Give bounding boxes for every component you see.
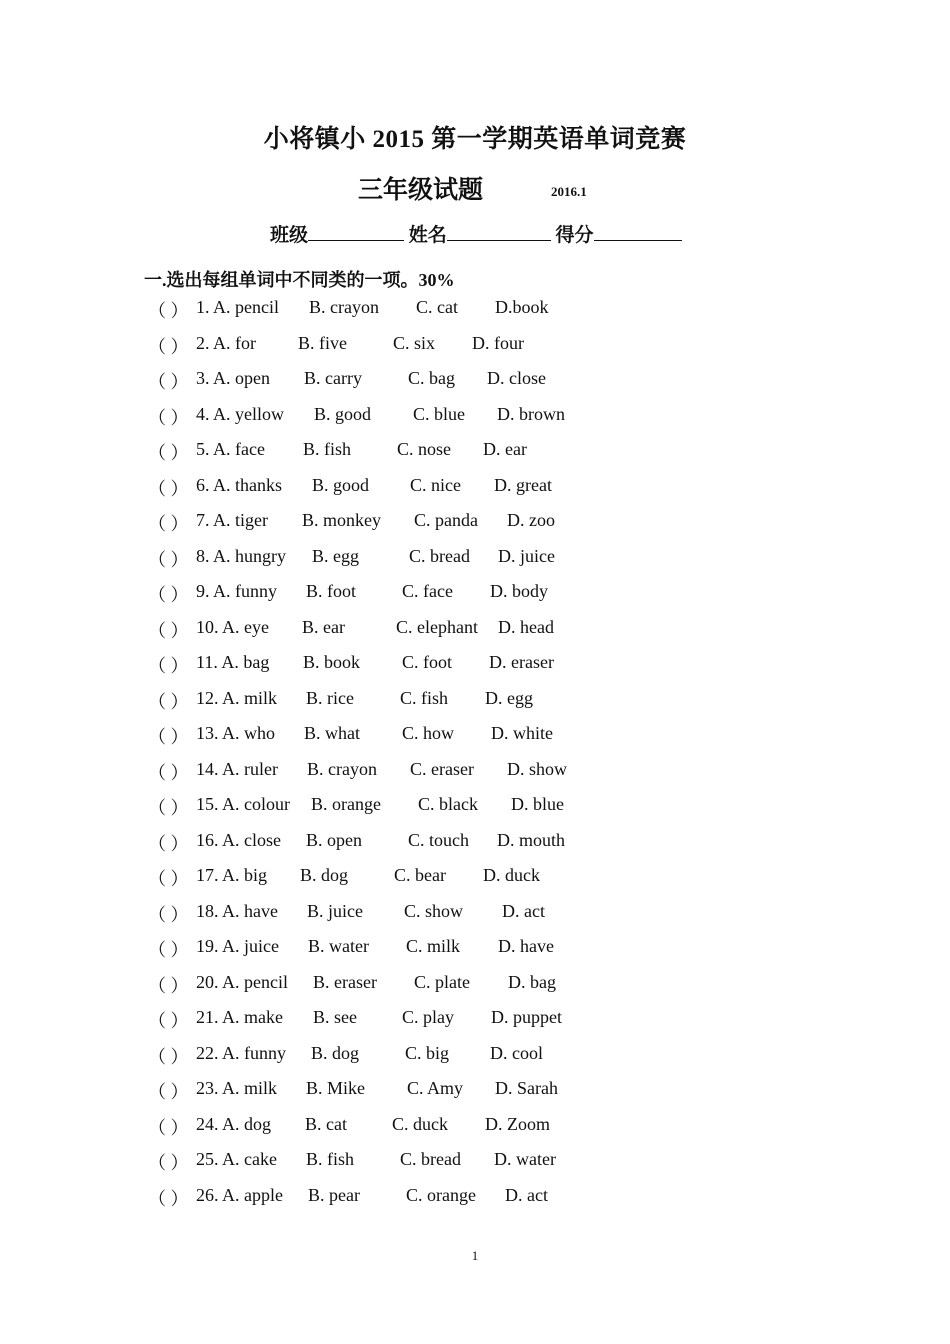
option-b: B. rice [306, 688, 354, 708]
question-row [0, 546, 950, 576]
option-a: 25. A. cake [196, 1149, 277, 1169]
option-a: 14. A. ruler [196, 759, 278, 779]
option-b: B. crayon [309, 297, 379, 317]
question-row [0, 1149, 950, 1179]
question-row [0, 510, 950, 540]
option-c: C. duck [392, 1114, 448, 1134]
exam-date: 2016.1 [551, 184, 587, 199]
option-a: 26. A. apple [196, 1185, 283, 1205]
option-c: C. black [418, 794, 478, 814]
option-c: C. face [402, 581, 453, 601]
option-a: 7. A. tiger [196, 510, 268, 530]
answer-bracket[interactable]: （ ） [148, 1189, 189, 1209]
option-b: B. monkey [302, 510, 381, 530]
option-a: 6. A. thanks [196, 475, 283, 495]
option-c: C. cat [416, 297, 458, 317]
option-b: B. what [304, 723, 360, 743]
score-label: 得分 [555, 225, 594, 246]
option-d: D. great [494, 475, 552, 495]
option-a: 2. A. for [196, 333, 256, 353]
option-d: D. brown [497, 404, 565, 424]
option-c: C. orange [406, 1185, 476, 1205]
option-d: D. puppet [491, 1007, 562, 1027]
answer-bracket[interactable]: （ ） [148, 940, 189, 960]
option-c: C. bear [394, 865, 446, 885]
subtitle-row [0, 170, 950, 204]
option-c: C. Amy [407, 1078, 464, 1098]
option-a: 9. A. funny [196, 581, 277, 601]
question-row [0, 439, 950, 469]
answer-bracket[interactable]: （ ） [148, 514, 189, 534]
answer-bracket[interactable]: （ ） [148, 905, 189, 925]
option-c: C. six [393, 333, 436, 353]
student-info-row [270, 220, 682, 247]
class-blank[interactable] [308, 222, 404, 241]
option-d: D. cool [490, 1043, 543, 1063]
option-b: B. Mike [306, 1078, 366, 1098]
question-row [0, 830, 950, 860]
question-row [0, 759, 950, 789]
answer-bracket[interactable]: （ ） [148, 408, 189, 428]
option-a: 5. A. face [196, 439, 265, 459]
option-b: B. book [303, 652, 361, 672]
option-b: B. water [308, 936, 369, 956]
question-row [0, 333, 950, 363]
question-row [0, 972, 950, 1002]
option-a: 21. A. make [196, 1007, 283, 1027]
option-b: B. crayon [307, 759, 377, 779]
option-d: D. juice [498, 546, 555, 566]
option-b: B. good [312, 475, 370, 495]
question-row [0, 901, 950, 931]
answer-bracket[interactable]: （ ） [148, 585, 189, 605]
option-a: 16. A. close [196, 830, 281, 850]
option-d: D. act [502, 901, 545, 921]
answer-bracket[interactable]: （ ） [148, 692, 189, 712]
answer-bracket[interactable]: （ ） [148, 656, 189, 676]
option-a: 8. A. hungry [196, 546, 286, 566]
question-row [0, 794, 950, 824]
option-b: B. dog [311, 1043, 360, 1063]
question-row [0, 368, 950, 398]
option-a: 18. A. have [196, 901, 278, 921]
answer-bracket[interactable]: （ ） [148, 621, 189, 641]
option-d: D. act [505, 1185, 548, 1205]
option-d: D. blue [511, 794, 564, 814]
option-b: B. cat [305, 1114, 347, 1134]
option-d: D. water [494, 1149, 556, 1169]
option-b: B. foot [306, 581, 357, 601]
option-c: C. elephant [396, 617, 478, 637]
option-a: 11. A. bag [196, 652, 270, 672]
option-d: D. zoo [507, 510, 555, 530]
option-a: 1. A. pencil [196, 297, 279, 317]
option-d: D. mouth [497, 830, 566, 850]
answer-bracket[interactable]: （ ） [148, 1153, 189, 1173]
name-blank[interactable] [447, 222, 551, 241]
option-d: D. bag [508, 972, 556, 992]
option-d: D. white [491, 723, 553, 743]
option-d: D.book [495, 297, 549, 317]
option-b: B. good [314, 404, 372, 424]
option-d: D. Zoom [485, 1114, 550, 1134]
option-c: C. nice [410, 475, 461, 495]
option-c: C. big [405, 1043, 450, 1063]
answer-bracket[interactable]: （ ） [148, 1082, 189, 1102]
answer-bracket[interactable]: （ ） [148, 763, 189, 783]
answer-bracket[interactable]: （ ） [148, 337, 189, 357]
answer-bracket[interactable]: （ ） [148, 798, 189, 818]
answer-bracket[interactable]: （ ） [148, 834, 189, 854]
page-number: 1 [471, 1248, 479, 1263]
option-a: 4. A. yellow [196, 404, 284, 424]
question-row [0, 404, 950, 434]
option-c: C. bread [400, 1149, 461, 1169]
question-row [0, 1043, 950, 1073]
option-d: D. head [498, 617, 554, 637]
question-row [0, 581, 950, 611]
option-a: 13. A. who [196, 723, 276, 743]
option-b: B. open [306, 830, 362, 850]
option-b: B. see [313, 1007, 357, 1027]
option-b: B. fish [303, 439, 352, 459]
option-c: C. how [402, 723, 455, 743]
option-c: C. fish [400, 688, 449, 708]
option-c: C. milk [406, 936, 461, 956]
class-label: 班级 [270, 225, 309, 246]
section-heading: 一.选出每组单词中不同类的一项。30% [144, 270, 455, 290]
option-a: 15. A. colour [196, 794, 290, 814]
option-c: C. bag [408, 368, 455, 388]
question-row [0, 688, 950, 718]
option-a: 22. A. funny [196, 1043, 286, 1063]
option-c: C. foot [402, 652, 453, 672]
option-a: 24. A. dog [196, 1114, 272, 1134]
answer-bracket[interactable]: （ ） [148, 372, 189, 392]
option-d: D. duck [483, 865, 540, 885]
option-b: B. eraser [313, 972, 377, 992]
option-a: 19. A. juice [196, 936, 279, 956]
option-c: C. plate [414, 972, 470, 992]
question-row [0, 723, 950, 753]
answer-bracket[interactable]: （ ） [148, 301, 189, 321]
option-b: B. ear [302, 617, 345, 637]
option-b: B. fish [306, 1149, 355, 1169]
question-row [0, 652, 950, 682]
grade-subtitle: 三年级试题 [358, 177, 484, 204]
option-b: B. orange [311, 794, 381, 814]
option-c: C. show [404, 901, 464, 921]
option-d: D. body [490, 581, 548, 601]
answer-bracket[interactable]: （ ） [148, 550, 189, 570]
option-a: 12. A. milk [196, 688, 278, 708]
option-a: 10. A. eye [196, 617, 269, 637]
option-d: D. four [472, 333, 524, 353]
answer-bracket[interactable]: （ ） [148, 869, 189, 889]
option-d: D. Sarah [495, 1078, 558, 1098]
option-c: C. blue [413, 404, 465, 424]
question-row [0, 297, 950, 327]
question-row [0, 1078, 950, 1108]
option-b: B. juice [307, 901, 363, 921]
answer-bracket[interactable]: （ ） [148, 443, 189, 463]
option-d: D. egg [485, 688, 533, 708]
option-d: D. eraser [489, 652, 554, 672]
page-title: 小将镇小 2015 第一学期英语单词竞赛 [263, 126, 687, 153]
option-d: D. ear [483, 439, 527, 459]
question-row [0, 617, 950, 647]
option-d: D. close [487, 368, 546, 388]
option-a: 3. A. open [196, 368, 270, 388]
answer-bracket[interactable]: （ ） [148, 976, 189, 996]
score-blank[interactable] [594, 222, 682, 241]
option-b: B. dog [300, 865, 349, 885]
option-a: 20. A. pencil [196, 972, 288, 992]
name-label: 姓名 [408, 225, 447, 246]
question-row [0, 1007, 950, 1037]
question-row [0, 936, 950, 966]
question-row [0, 1185, 950, 1215]
answer-bracket[interactable]: （ ） [148, 1011, 189, 1031]
option-b: B. pear [308, 1185, 360, 1205]
question-row [0, 865, 950, 895]
option-a: 17. A. big [196, 865, 268, 885]
option-a: 23. A. milk [196, 1078, 278, 1098]
option-c: C. touch [408, 830, 469, 850]
option-d: D. show [507, 759, 568, 779]
option-c: C. play [402, 1007, 454, 1027]
option-c: C. eraser [410, 759, 474, 779]
option-c: C. nose [397, 439, 451, 459]
option-b: B. carry [304, 368, 362, 388]
option-d: D. have [498, 936, 554, 956]
question-row [0, 475, 950, 505]
question-row [0, 1114, 950, 1144]
option-b: B. egg [312, 546, 359, 566]
option-b: B. five [298, 333, 347, 353]
answer-bracket[interactable]: （ ） [148, 1118, 189, 1138]
answer-bracket[interactable]: （ ） [148, 727, 189, 747]
option-c: C. panda [414, 510, 478, 530]
answer-bracket[interactable]: （ ） [148, 479, 189, 499]
answer-bracket[interactable]: （ ） [148, 1047, 189, 1067]
option-c: C. bread [409, 546, 470, 566]
